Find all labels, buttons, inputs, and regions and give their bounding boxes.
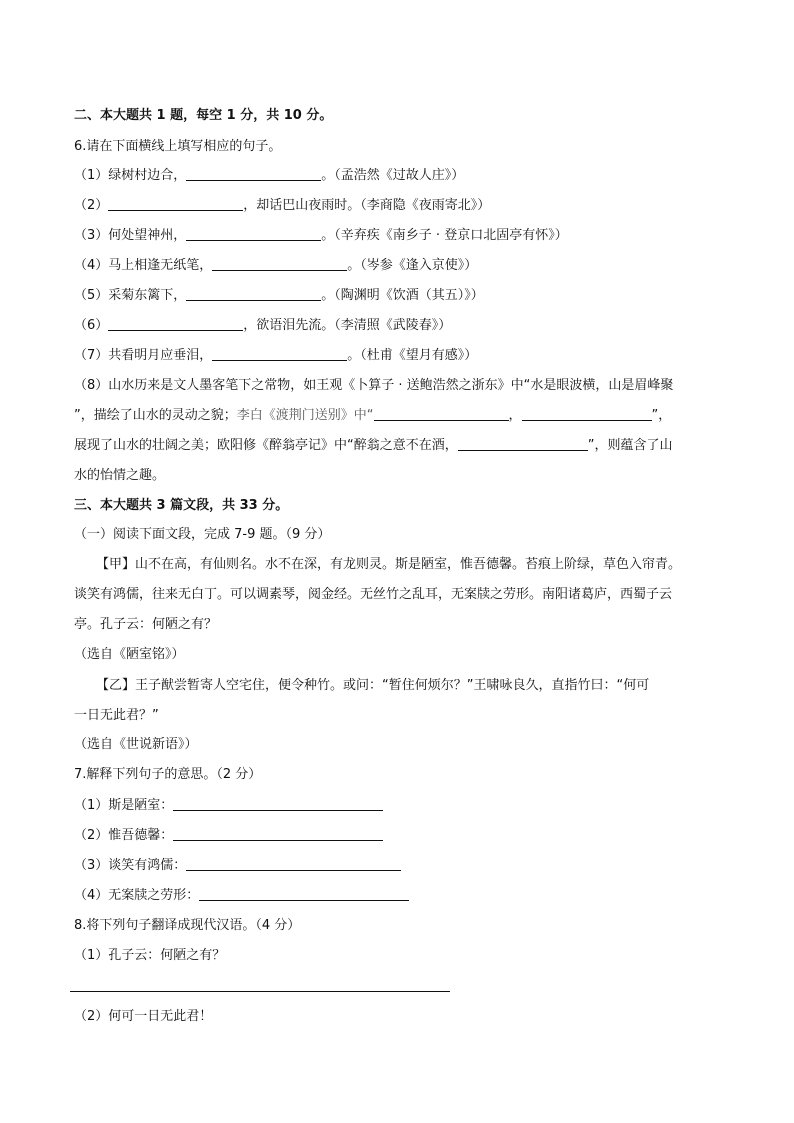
passage-yi-line1: 【乙】王子猷尝暂寄人空宅住，便令种竹。或问：“暂住何烦尔？”王啸咏良久，直指竹曰：“何可 [96,678,650,693]
answer-line[interactable] [70,991,450,992]
passage-jia-line3: 亭。孔子云：何陋之有？ [74,617,218,632]
answer-blank[interactable] [212,346,347,361]
q7-item-3: （3）谈笑有鸿儒： [74,856,734,876]
answer-blank[interactable] [186,286,321,301]
q6-item-8-line4: 水的怡情之趣。 [74,468,166,483]
passage-jia-line2: 谈笑有鸿儒，往来无白丁。可以调素琴，阅金经。无丝竹之乱耳，无案牍之劳形。南阳诸葛庐，西蜀子云 [74,587,673,602]
answer-blank[interactable] [186,166,321,181]
answer-blank[interactable] [374,406,509,421]
passage-yi-line2: 一日无此君？” [74,708,159,723]
q6-item-8-line2: ”，描绘了山水的灵动之貌；李白《渡荆门送别》中“ ， ”， [74,408,672,423]
q6-item-4: （4）马上相逢无纸笔， 。（岑参《逢入京使》） [74,258,478,273]
section3-heading: 三、本大题共 3 篇文段，共 33 分。 [74,498,289,513]
q6-prompt: 6.请在下面横线上填写相应的句子。 [74,139,282,154]
q6-item-8-line1: （8）山水历来是文人墨客笔下之常物，如王观《卜算子 · 送鲍浩然之浙东》中“水是眼波横，山是眉峰聚 [74,378,674,393]
section2-heading: 二、本大题共 1 题，每空 1 分，共 10 分。 [74,108,333,123]
q6-item-7: （7）共看明月应垂泪， 。（杜甫《望月有感》） [74,348,478,363]
q6-item-8-line3: 展现了山水的壮阔之美；欧阳修《醉翁亭记》中“醉翁之意不在酒， ”，则蕴含了山 [74,438,673,453]
answer-blank[interactable] [108,196,243,211]
passage-jia-source: （选自《陋室铭》） [74,647,185,662]
q6-item-2: （2） ，却话巴山夜雨时。（李商隐《夜雨寄北》） [74,198,491,213]
q7-item-1: （1）斯是陋室： [74,796,734,816]
q6-item-3: （3）何处望神州， 。（辛弃疾《南乡子 · 登京口北固亭有怀》） [74,228,568,243]
q7-item-2: （2）惟吾德馨： [74,826,734,846]
answer-blank[interactable] [199,886,409,901]
answer-blank[interactable] [186,856,401,871]
part1-intro: （一）阅读下面文段，完成 7-9 题。（9 分） [74,527,331,542]
answer-blank[interactable] [212,256,347,271]
q7-item-4: （4）无案牍之劳形： [74,886,734,906]
passage-yi-source: （选自《世说新语》） [74,737,198,752]
q8-prompt: 8.将下列句子翻译成现代汉语。（4 分） [74,918,301,933]
answer-blank[interactable] [108,316,243,331]
q8-item-1: （1）孔子云：何陋之有？ [74,948,226,963]
answer-blank[interactable] [522,406,652,421]
q7-prompt: 7.解释下列句子的意思。（2 分） [74,767,262,782]
answer-blank[interactable] [186,226,321,241]
q8-item-2: （2）何可一日无此君！ [74,1009,213,1024]
answer-blank[interactable] [173,826,383,841]
answer-blank[interactable] [173,796,383,811]
q6-item-6: （6） ，欲语泪先流。（李清照《武陵春》） [74,318,452,333]
passage-jia-line1: 【甲】山不在高，有仙则名。水不在深，有龙则灵。斯是陋室，惟吾德馨。苔痕上阶绿，草色入帘青。 [96,557,682,572]
q6-item-1: （1）绿树村边合， 。（孟浩然《过故人庄》） [74,168,465,183]
answer-blank[interactable] [458,436,588,451]
q6-item-5: （5）采菊东篱下， 。（陶渊明《饮酒（其五）》） [74,288,484,303]
